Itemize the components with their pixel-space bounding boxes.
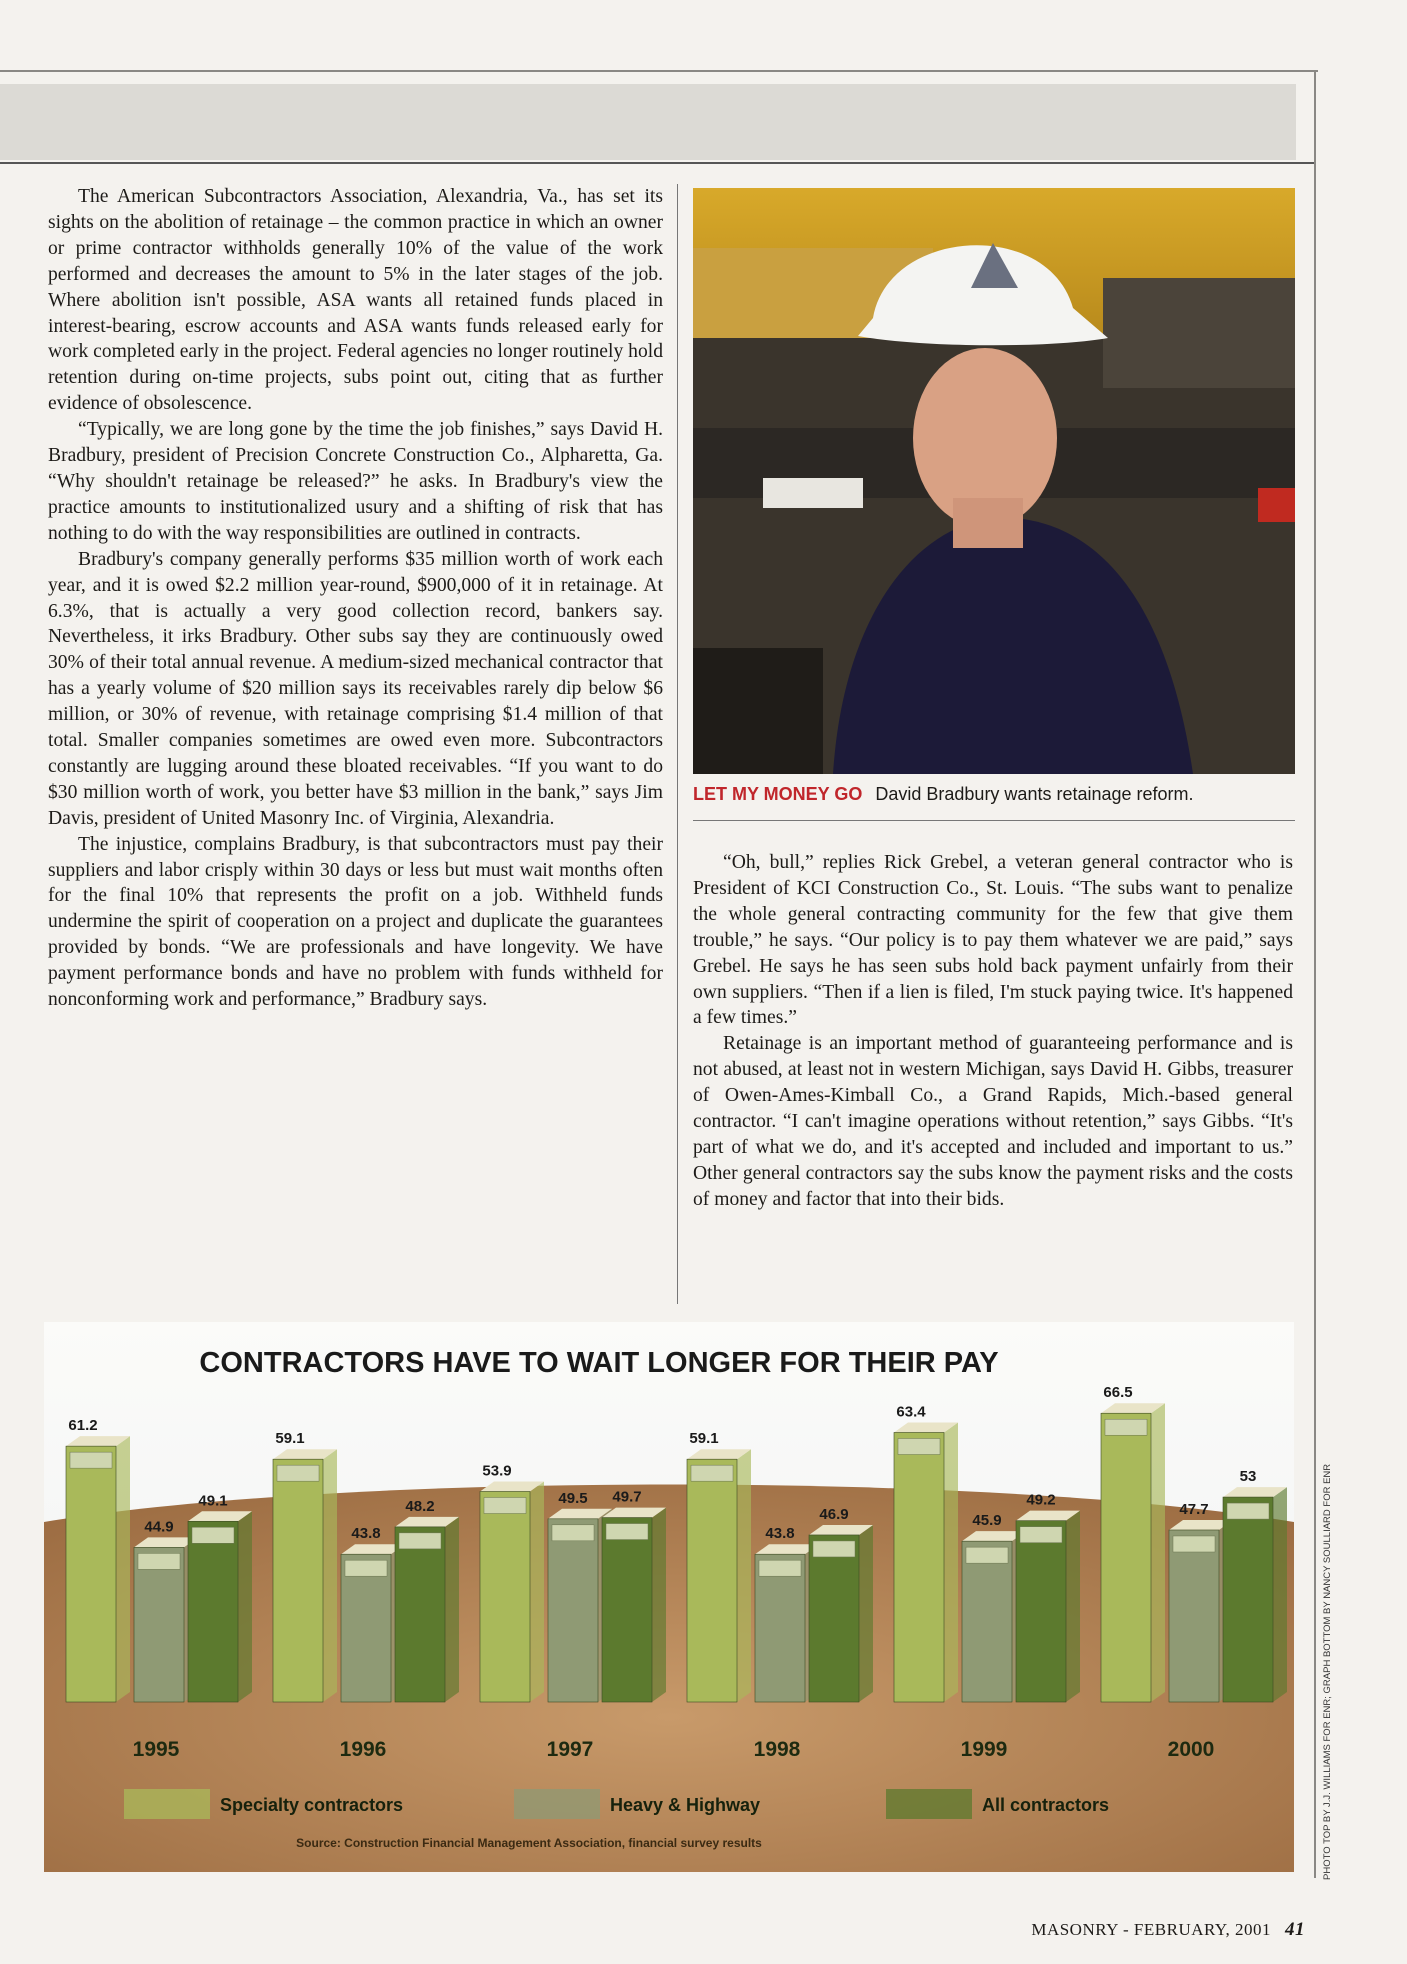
- bar-side: [530, 1481, 544, 1702]
- header-rule: [0, 162, 1314, 164]
- value-label: 53: [1239, 1468, 1257, 1486]
- legend-swatch: [124, 1789, 210, 1819]
- bradbury-photo: [693, 188, 1295, 774]
- money-band: [484, 1497, 526, 1513]
- money-band: [898, 1438, 940, 1454]
- year-label: 1998: [753, 1738, 801, 1761]
- article-paragraph: “Oh, bull,” replies Rick Grebel, a veteran general contractor who is President of KCI Construction Co., St. Louis. “The subs want to penalize the whole general contracting community for the few that give them trouble,” he says. “Our policy is to pay them whatever we are paid,” says Grebel. He says he has seen subs hold back payment unfairly from their own suppliers. “Then if a lien is filed, I'm stuck paying twice. It's happened a few times.”: [693, 852, 1293, 1029]
- article-paragraph: The injustice, complains Bradbury, is that subcontractors must pay their suppliers and labor crisply within 30 days or less but must wait months often for the final 10% that represents the profit on a job. Withheld funds undermine the spirit of cooperation on a project and duplicate the guarantees provided by bonds. “We are professionals and have longevity. We have payment performance bonds and have no problem with funds withheld for nonconforming work and performance,” Bradbury says.: [48, 833, 663, 1011]
- bar-heavy-highway-1997: [548, 1519, 598, 1702]
- value-label: 61.2: [68, 1417, 98, 1435]
- bar-side: [1273, 1487, 1287, 1702]
- bar-heavy-highway-1995: [134, 1547, 184, 1702]
- page-footer: [1031, 1919, 1305, 1941]
- article-column-right: [693, 850, 1293, 1213]
- value-label: 53.9: [482, 1462, 512, 1480]
- money-band: [70, 1452, 112, 1468]
- money-band: [138, 1553, 180, 1569]
- bar-side: [323, 1449, 337, 1702]
- year-label: 1997: [546, 1738, 594, 1761]
- value-label: 46.9: [819, 1505, 849, 1523]
- article-column-left: [48, 184, 663, 1013]
- bar-all-contractors-1996: [395, 1527, 445, 1702]
- year-label: 1999: [960, 1738, 1008, 1761]
- value-label: 43.8: [765, 1525, 795, 1543]
- bar-side: [859, 1525, 873, 1702]
- value-label: 49.2: [1026, 1491, 1056, 1509]
- bar-all-contractors-1999: [1016, 1521, 1066, 1702]
- value-label: 48.2: [405, 1497, 435, 1515]
- value-label: 49.1: [198, 1492, 228, 1510]
- money-band: [1105, 1419, 1147, 1435]
- year-label: 2000: [1167, 1738, 1215, 1761]
- value-label: 66.5: [1103, 1384, 1133, 1402]
- bar-specialty-contractors-1998: [687, 1459, 737, 1702]
- bar-heavy-highway-1999: [962, 1541, 1012, 1702]
- page-frame-right: [1314, 70, 1316, 1878]
- page-frame-top: [0, 70, 1318, 72]
- caption-head: LET MY MONEY GO: [693, 784, 863, 804]
- money-band: [552, 1525, 594, 1541]
- article-paragraph: Bradbury's company generally performs $35 million worth of work each year, and it is owed $2.2 million year-round, $900,000 of it in retainage. At 6.3%, that is actually a very good collection record, bankers say. Nevertheless, it irks Bradbury. Other subs say they are continuously owed 30% of their total annual revenue. A medium-sized mechanical contractor that has a yearly volume of $20 million says its receivables rarely dip below $6 million, or 30% of revenue, with retainage comprising $1.4 million of that total. Smaller companies sometimes are owed even more. Subcontractors constantly are lugging around these bloated receivables. “If you want to do $30 million worth of work, you better have $3 million in the bank,” says Jim Davis, president of United Masonry Inc. of Virginia, Alexandria.: [48, 548, 663, 829]
- value-label: 45.9: [972, 1512, 1002, 1530]
- bar-side: [445, 1517, 459, 1702]
- chart-canvas: [44, 1322, 1294, 1872]
- money-band: [1020, 1527, 1062, 1543]
- value-label: 47.7: [1179, 1500, 1209, 1518]
- bar-side: [238, 1511, 252, 1702]
- money-band: [1227, 1503, 1269, 1519]
- chart-source: Source: Construction Financial Management Association, financial survey results: [296, 1836, 762, 1850]
- bar-all-contractors-2000: [1223, 1497, 1273, 1702]
- money-band: [1173, 1536, 1215, 1552]
- value-label: 49.7: [612, 1488, 642, 1506]
- value-label: 49.5: [558, 1489, 588, 1507]
- bar-heavy-highway-2000: [1169, 1530, 1219, 1702]
- value-label: 63.4: [896, 1403, 926, 1421]
- bar-side: [944, 1422, 958, 1702]
- legend-label: Specialty contractors: [220, 1795, 404, 1815]
- bar-side: [1151, 1403, 1165, 1702]
- photo-caption: [693, 784, 1295, 805]
- legend-swatch: [886, 1789, 972, 1819]
- bar-specialty-contractors-1997: [480, 1491, 530, 1702]
- bar-side: [1066, 1511, 1080, 1702]
- bar-specialty-contractors-2000: [1101, 1413, 1151, 1702]
- money-band: [399, 1533, 441, 1549]
- caption-text: David Bradbury wants retainage reform.: [875, 784, 1194, 804]
- bar-side: [652, 1508, 666, 1702]
- legend-swatch: [514, 1789, 600, 1819]
- money-band: [813, 1541, 855, 1557]
- article-paragraph: “Typically, we are long gone by the time the job finishes,” says David H. Bradbury, president of Precision Concrete Construction Co., Alpharetta, Ga. “Why shouldn't retainage be released?” he asks. In Bradbury's view the practice amounts to institutionalized usury and a shifting of risk that has nothing to do with the way responsibilities are outlined in contracts.: [48, 419, 663, 544]
- money-band: [345, 1560, 387, 1576]
- year-label: 1996: [339, 1738, 387, 1761]
- bar-side: [737, 1449, 751, 1702]
- money-band: [277, 1465, 319, 1481]
- column-divider: [677, 184, 678, 1304]
- bar-side: [116, 1436, 130, 1702]
- bar-all-contractors-1997: [602, 1518, 652, 1702]
- money-band: [691, 1465, 733, 1481]
- value-label: 43.8: [351, 1525, 381, 1543]
- bar-specialty-contractors-1996: [273, 1459, 323, 1702]
- money-band: [966, 1547, 1008, 1563]
- bar-all-contractors-1998: [809, 1535, 859, 1702]
- value-label: 59.1: [689, 1430, 719, 1448]
- page-number: 41: [1285, 1919, 1305, 1940]
- bar-specialty-contractors-1999: [894, 1432, 944, 1702]
- value-label: 44.9: [144, 1518, 174, 1536]
- footer-publication: MASONRY - FEBRUARY, 2001: [1031, 1920, 1271, 1939]
- money-band: [192, 1527, 234, 1543]
- legend-label: All contractors: [982, 1795, 1110, 1815]
- header-band: [0, 84, 1296, 160]
- article-paragraph: The American Subcontractors Association, Alexandria, Va., has set its sights on the abolition of retainage – the common practice in which an owner or prime contractor withholds generally 10% of the value of the work performed and decreases the amount to 5% in the later stages of the job. Where abolition isn't possible, ASA wants all retained funds placed in interest-bearing, escrow accounts and ASA wants funds released early for work completed early in the project. Federal agencies no longer routinely hold retention during on-time projects, subs point out, citing that as further evidence of obsolescence.: [48, 186, 663, 415]
- chart-title: CONTRACTORS HAVE TO WAIT LONGER FOR THEIR PAY: [199, 1347, 999, 1379]
- value-label: 59.1: [275, 1430, 305, 1448]
- article-paragraph: Retainage is an important method of guaranteeing performance and is not abused, at least not in western Michigan, says David H. Gibbs, treasurer of Owen-Ames-Kimball Co., a Grand Rapids, Mich.-based general contractor. “I can't imagine operations without retention,” says Gibbs. “It's part of what we do, and it's accepted and included and important to us.” Other general contractors say the subs know the payment risks and the costs of money and factor that into their bids.: [693, 1033, 1293, 1210]
- bar-all-contractors-1995: [188, 1521, 238, 1702]
- bar-specialty-contractors-1995: [66, 1446, 116, 1702]
- retainage-chart: [44, 1322, 1294, 1872]
- legend-label: Heavy & Highway: [610, 1795, 761, 1815]
- year-label: 1995: [132, 1738, 180, 1761]
- caption-rule: [693, 820, 1295, 821]
- money-band: [759, 1560, 801, 1576]
- money-band: [606, 1524, 648, 1540]
